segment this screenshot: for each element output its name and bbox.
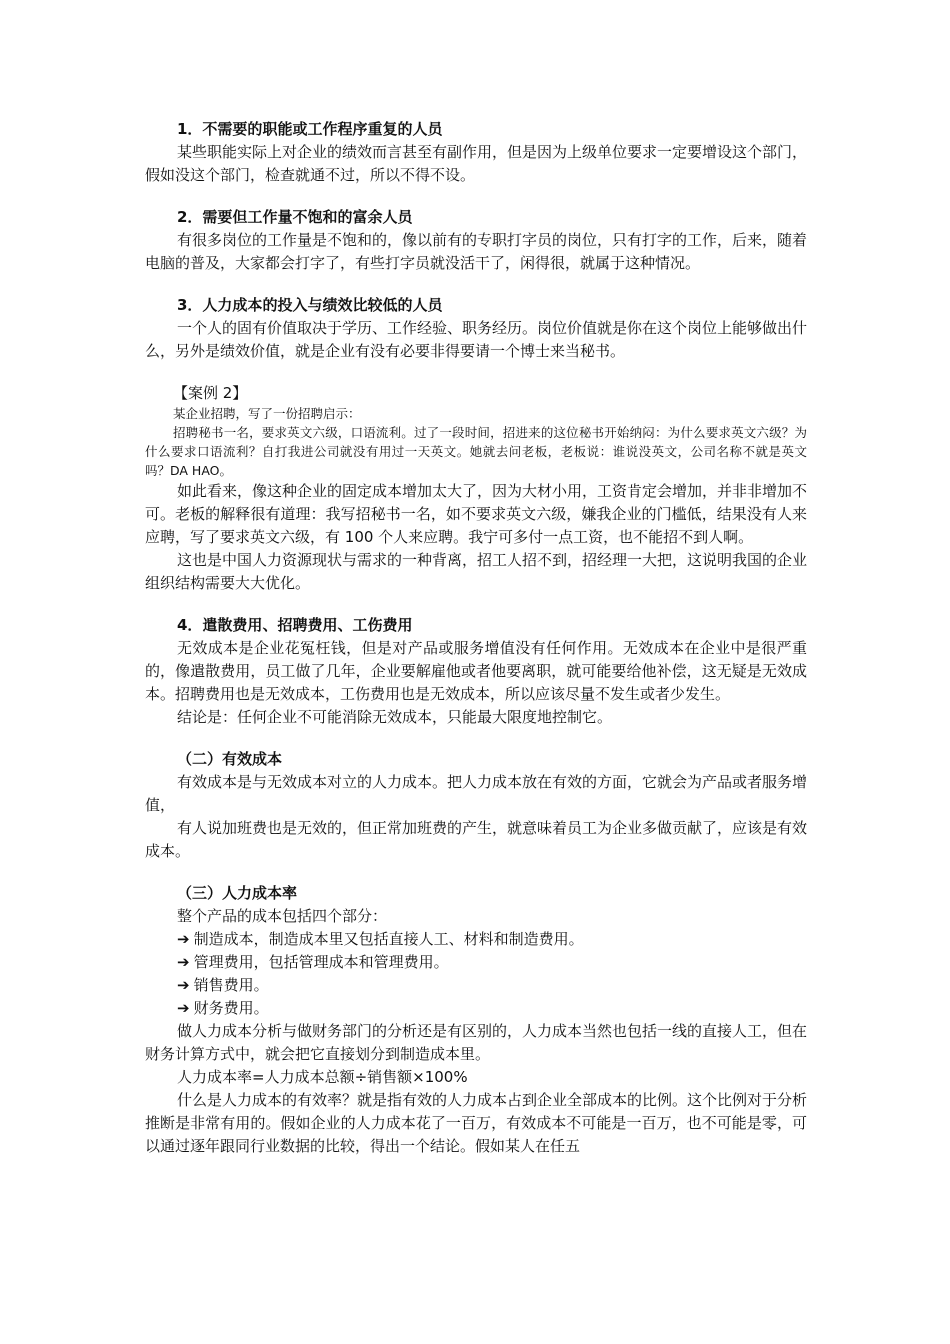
list-item: ➔ 销售费用。 <box>177 976 269 994</box>
arrow-icon: ➔ <box>177 930 190 948</box>
document-page <box>145 118 807 1158</box>
list-item: ➔ 制造成本，制造成本里又包括直接人工、材料和制造费用。 <box>177 930 584 948</box>
paragraph: 一个人的固有价值取决于学历、工作经验、职务经历。岗位价值就是你在这个岗位上能够做出什么，另外是绩效价值，就是企业有没有必要非得要请一个博士来当秘书。 <box>145 319 808 360</box>
case-label: 【案例 2】 <box>173 384 248 402</box>
paragraph: 如此看来，像这种企业的固定成本增加太大了，因为大材小用，工资肯定会增加，并非非增加不可。老板的解释很有道理：我写招秘书一名，如不要求英文六级，嫌我企业的门槛低，结果没有人来应聘，写了要求英文六级，有 100 个人来应聘。我宁可多付一点工资，也不能招不到人啊。 <box>145 482 808 546</box>
arrow-icon: ➔ <box>177 999 190 1017</box>
paragraph: 某些职能实际上对企业的绩效而言甚至有副作用，但是因为上级单位要求一定要增设这个部门，假如没这个部门，检查就通不过，所以不得不设。 <box>145 143 808 184</box>
paragraph: 无效成本是企业花冤枉钱，但是对产品或服务增值没有任何作用。无效成本在企业中是很严重的，像遣散费用，员工做了几年，企业要解雇他或者他要离职，就可能要给他补偿，这无疑是无效成本。招聘费用也是无效成本，工伤费用也是无效成本，所以应该尽量不发生或者少发生。 <box>145 639 807 703</box>
paragraph: 做人力成本分析与做财务部门的分析还是有区别的，人力成本当然也包括一线的直接人工，但在财务计算方式中，就会把它直接划分到制造成本里。 <box>145 1022 808 1063</box>
section-heading-2: 2．需要但工作量不饱和的富余人员 <box>177 208 413 226</box>
case-intro: 某企业招聘，写了一份招聘启示： <box>173 406 361 421</box>
paragraph: 有人说加班费也是无效的，但正常加班费的产生，就意味着员工为企业多做贡献了，应该是有效成本。 <box>145 819 808 860</box>
section-heading-effective-cost: （二）有效成本 <box>177 750 283 768</box>
case-story: 招聘秘书一名，要求英文六级，口语流利。过了一段时间，招进来的这位秘书开始纳闷：为什么要求英文六级？为什么要求口语流利？自打我进公司就没有用过一天英文。她就去问老板，老板说：谁说没英文，公司名称不就是英文吗？DA HAO。 <box>145 425 807 478</box>
section-heading-3: 3．人力成本的投入与绩效比较低的人员 <box>177 296 443 314</box>
paragraph: 有效成本是与无效成本对立的人力成本。把人力成本放在有效的方面，它就会为产品或者服务增值， <box>145 773 808 814</box>
paragraph: 这也是中国人力资源现状与需求的一种背离，招工人招不到，招经理一大把，这说明我国的企业组织结构需要大大优化。 <box>145 551 808 592</box>
arrow-icon: ➔ <box>177 976 190 994</box>
paragraph: 结论是：任何企业不可能消除无效成本，只能最大限度地控制它。 <box>177 708 613 726</box>
paragraph: 有很多岗位的工作量是不饱和的，像以前有的专职打字员的岗位，只有打字的工作，后来，随着电脑的普及，大家都会打字了，有些打字员就没活干了，闲得很，就属于这种情况。 <box>145 231 808 272</box>
arrow-icon: ➔ <box>177 953 190 971</box>
section-heading-4: 4．遣散费用、招聘费用、工伤费用 <box>177 616 413 634</box>
list-item: ➔ 财务费用。 <box>177 999 269 1017</box>
formula: 人力成本率=人力成本总额÷销售额×100% <box>177 1068 468 1086</box>
paragraph: 什么是人力成本的有效率？就是指有效的人力成本占到企业全部成本的比例。这个比例对于分析推断是非常有用的。假如企业的人力成本花了一百万，有效成本不可能是一百万，也不可能是零，可以通过逐年跟同行业数据的比较，得出一个结论。假如某人在任五 <box>145 1091 808 1155</box>
section-heading-cost-rate: （三）人力成本率 <box>177 884 298 902</box>
paragraph: 整个产品的成本包括四个部分： <box>177 907 388 925</box>
list-item: ➔ 管理费用，包括管理成本和管理费用。 <box>177 953 449 971</box>
section-heading-1: 1．不需要的职能或工作程序重复的人员 <box>177 120 443 138</box>
